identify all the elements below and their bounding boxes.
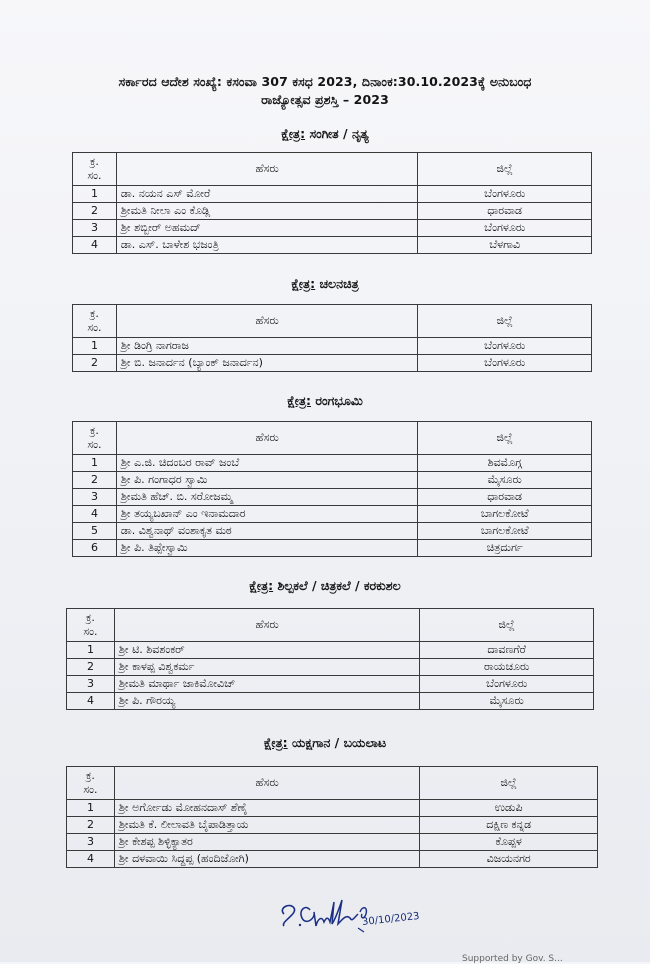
section-name: ಚಲನಚಿತ್ರ xyxy=(319,276,359,291)
serial-cell: 6 xyxy=(73,540,117,557)
column-header-district: ಜಿಲ್ಲೆ xyxy=(418,153,592,186)
column-header-name: ಹೆಸರು xyxy=(116,422,417,455)
award-title-heading: ರಾಜ್ಯೋತ್ಸವ ಪ್ರಶಸ್ತಿ – 2023 xyxy=(261,92,389,107)
district-cell: ದಾವಣಗೆರೆ xyxy=(420,642,594,659)
district-cell: ಬೆಂಗಳೂರು xyxy=(418,220,592,237)
table-row xyxy=(67,851,598,868)
table-row xyxy=(67,642,594,659)
serial-cell: 1 xyxy=(73,338,117,355)
serial-cell: 4 xyxy=(73,506,117,523)
name-cell: ಶ್ರೀ ತಯ್ಯಬಖಾನ್ ಎಂ ಇನಾಮದಾರ xyxy=(116,506,417,523)
table-row xyxy=(73,237,592,254)
name-cell: ಶ್ರೀ ಪಿ. ಗೌರಯ್ಯ xyxy=(114,693,419,710)
name-cell: ಶ್ರೀ ಪಿ. ತಿಪ್ಪೇಸ್ವಾಮಿ xyxy=(116,540,417,557)
section-label: ಕ್ಷೇತ್ರ: xyxy=(249,578,274,593)
table-header-row xyxy=(73,153,592,186)
district-cell: ಮೈಸೂರು xyxy=(420,693,594,710)
name-cell: ಶ್ರೀ ದಳವಾಯಿ ಸಿದ್ದಪ್ಪ (ಹಂದಿಜೋಗಿ) xyxy=(114,851,419,868)
district-cell: ಬೆಂಗಳೂರು xyxy=(420,676,594,693)
serial-cell: 4 xyxy=(67,693,115,710)
name-cell: ಶ್ರೀ ಅರ್ಗೋಡು ಮೋಹನದಾಸ್ ಶೆಣೈ xyxy=(114,800,419,817)
column-header-name: ಹೆಸರು xyxy=(114,767,419,800)
table-row xyxy=(73,506,592,523)
serial-cell: 1 xyxy=(73,186,117,203)
district-cell: ಮೈಸೂರು xyxy=(418,472,592,489)
column-header-district: ಜಿಲ್ಲೆ xyxy=(420,609,594,642)
table-row xyxy=(67,817,598,834)
table-header-row xyxy=(67,609,594,642)
table-row xyxy=(67,693,594,710)
serial-cell: 1 xyxy=(67,800,115,817)
name-cell: ಶ್ರೀ ಶಬ್ಬೀರ್ ಅಹಮದ್ xyxy=(116,220,417,237)
serial-cell: 1 xyxy=(73,455,117,472)
table-row xyxy=(73,489,592,506)
section-title-theatre xyxy=(0,393,650,409)
serial-cell: 3 xyxy=(73,220,117,237)
name-cell: ಶ್ರೀ ಎ.ಜಿ. ಚಿದಂಬರ ರಾವ್ ಜಂಬೆ xyxy=(116,455,417,472)
table-row xyxy=(67,659,594,676)
column-header-serial: ಕ್ರ. ಸಂ. xyxy=(73,153,117,186)
serial-cell: 2 xyxy=(67,659,115,676)
table-row xyxy=(73,186,592,203)
district-cell: ಧಾರವಾಡ xyxy=(418,489,592,506)
awardees-table-film xyxy=(72,304,592,372)
awardees-table-yakshagana xyxy=(66,766,598,868)
section-title-film xyxy=(0,276,650,292)
table-row xyxy=(73,472,592,489)
name-cell: ಶ್ರೀಮತಿ ಮಾರ್ಥಾ ಜಾಕಿಮೋವಿಚ್ xyxy=(114,676,419,693)
name-cell: ಡಾ. ನಯನ ಎಸ್ ಮೋರೆ xyxy=(116,186,417,203)
column-header-district: ಜಿಲ್ಲೆ xyxy=(418,305,592,338)
district-cell: ಬೆಳಗಾವಿ xyxy=(418,237,592,254)
table-header-row xyxy=(67,767,598,800)
district-cell: ಬಾಗಲಕೋಟೆ xyxy=(418,523,592,540)
name-cell: ಶ್ರೀಮತಿ ಕೆ. ಲೀಲಾವತಿ ಬೈಪಾಡಿತ್ತಾಯ xyxy=(114,817,419,834)
section-name: ಯಕ್ಷಗಾನ / ಬಯಲಾಟ xyxy=(292,735,387,750)
district-cell: ಬಾಗಲಕೋಟೆ xyxy=(418,506,592,523)
serial-cell: 3 xyxy=(73,489,117,506)
district-cell: ದಕ್ಷಿಣ ಕನ್ನಡ xyxy=(420,817,598,834)
table-row xyxy=(73,355,592,372)
table-row xyxy=(73,338,592,355)
district-cell: ಕೊಪ್ಪಳ xyxy=(420,834,598,851)
section-label: ಕ್ಷೇತ್ರ: xyxy=(287,393,312,408)
district-cell: ಬೆಂಗಳೂರು xyxy=(418,338,592,355)
section-label: ಕ್ಷೇತ್ರ: xyxy=(281,126,306,141)
name-cell: ಶ್ರೀ ಡಿಂಗ್ರಿ ನಾಗರಾಜ xyxy=(116,338,418,355)
name-cell: ಶ್ರೀ ಬಿ. ಜನಾರ್ದನ (ಬ್ಯಾಂಕ್ ಜನಾರ್ದನ) xyxy=(116,355,418,372)
section-name: ರಂಗಭೂಮಿ xyxy=(315,393,363,408)
serial-cell: 2 xyxy=(73,203,117,220)
table-header-row xyxy=(73,305,592,338)
column-header-name: ಹೆಸರು xyxy=(116,305,418,338)
awardees-table-theatre xyxy=(72,421,592,557)
name-cell: ಶ್ರೀ ಪಿ. ಗಂಗಾಧರ ಸ್ವಾಮಿ xyxy=(116,472,417,489)
column-header-name: ಹೆಸರು xyxy=(116,153,417,186)
name-cell: ಶ್ರೀಮತಿ ಹೆಚ್. ಬಿ. ಸರೋಜಮ್ಮ xyxy=(116,489,417,506)
table-row xyxy=(73,540,592,557)
serial-cell: 3 xyxy=(67,834,115,851)
column-header-serial: ಕ್ರ. ಸಂ. xyxy=(73,422,117,455)
column-header-district: ಜಿಲ್ಲೆ xyxy=(418,422,592,455)
name-cell: ಶ್ರೀಮತಿ ನೀಲಾ ಎಂ ಕೊಡ್ಲಿ xyxy=(116,203,417,220)
table-row xyxy=(67,834,598,851)
district-cell: ವಿಜಯನಗರ xyxy=(420,851,598,868)
serial-cell: 5 xyxy=(73,523,117,540)
column-header-serial: ಕ್ರ. ಸಂ. xyxy=(67,767,115,800)
table-row xyxy=(73,455,592,472)
table-row xyxy=(73,203,592,220)
section-name: ಶಿಲ್ಪಕಲೆ / ಚಿತ್ರಕಲೆ / ಕರಕುಶಲ xyxy=(277,578,401,593)
section-name: ಸಂಗೀತ / ನೃತ್ಯ xyxy=(309,126,369,141)
section-title-sculpture-painting-crafts xyxy=(0,578,650,594)
awardees-table-music-dance xyxy=(72,152,592,254)
district-cell: ಬೆಂಗಳೂರು xyxy=(418,355,592,372)
column-header-name: ಹೆಸರು xyxy=(114,609,419,642)
serial-cell: 2 xyxy=(67,817,115,834)
name-cell: ಶ್ರೀ ಕಾಳಪ್ಪ ವಿಶ್ವಕರ್ಮ xyxy=(114,659,419,676)
name-cell: ಶ್ರೀ ಟಿ. ಶಿವಶಂಕರ್ xyxy=(114,642,419,659)
serial-cell: 2 xyxy=(73,472,117,489)
district-cell: ರಾಯಚೂರು xyxy=(420,659,594,676)
table-header-row xyxy=(73,422,592,455)
district-cell: ಧಾರವಾಡ xyxy=(418,203,592,220)
signature-date: 30/10/2023 xyxy=(361,911,421,928)
district-cell: ಶಿವಮೊಗ್ಗ xyxy=(418,455,592,472)
name-cell: ಡಾ. ಎಸ್. ಬಾಳೇಶ ಭಜಂತ್ರಿ xyxy=(116,237,417,254)
table-row xyxy=(73,523,592,540)
order-reference-heading: ಸರ್ಕಾರದ ಆದೇಶ ಸಂಖ್ಯೆ: ಕಸಂವಾ 307 ಕಸಧ 2023, ದಿನಾಂಕ:30.10.2023ಕ್ಕೆ ಅನುಬಂಧ xyxy=(118,74,532,89)
section-title-yakshagana xyxy=(0,735,650,751)
column-header-serial: ಕ್ರ. ಸಂ. xyxy=(73,305,117,338)
name-cell: ಡಾ. ವಿಶ್ವನಾಥ್ ವಂಶಾಕೃತ ಮಠ xyxy=(116,523,417,540)
column-header-district: ಜಿಲ್ಲೆ xyxy=(420,767,598,800)
awardees-table-sculpture-painting-crafts xyxy=(66,608,594,710)
serial-cell: 3 xyxy=(67,676,115,693)
name-cell: ಶ್ರೀ ಕೇಶಪ್ಪ ಶಿಳ್ಳಿಕ್ಯಾತರ xyxy=(114,834,419,851)
serial-cell: 4 xyxy=(67,851,115,868)
serial-cell: 2 xyxy=(73,355,117,372)
district-cell: ಚಿತ್ರದುರ್ಗ xyxy=(418,540,592,557)
table-row xyxy=(67,800,598,817)
table-row xyxy=(73,220,592,237)
section-title-music-dance xyxy=(0,126,650,142)
serial-cell: 1 xyxy=(67,642,115,659)
district-cell: ಉಡುಪಿ xyxy=(420,800,598,817)
section-label: ಕ್ಷೇತ್ರ: xyxy=(291,276,316,291)
credit-text: Supported by Gov. S... xyxy=(462,954,563,964)
column-header-serial: ಕ್ರ. ಸಂ. xyxy=(67,609,115,642)
serial-cell: 4 xyxy=(73,237,117,254)
district-cell: ಬೆಂಗಳೂರು xyxy=(418,186,592,203)
table-row xyxy=(67,676,594,693)
section-label: ಕ್ಷೇತ್ರ: xyxy=(263,735,288,750)
